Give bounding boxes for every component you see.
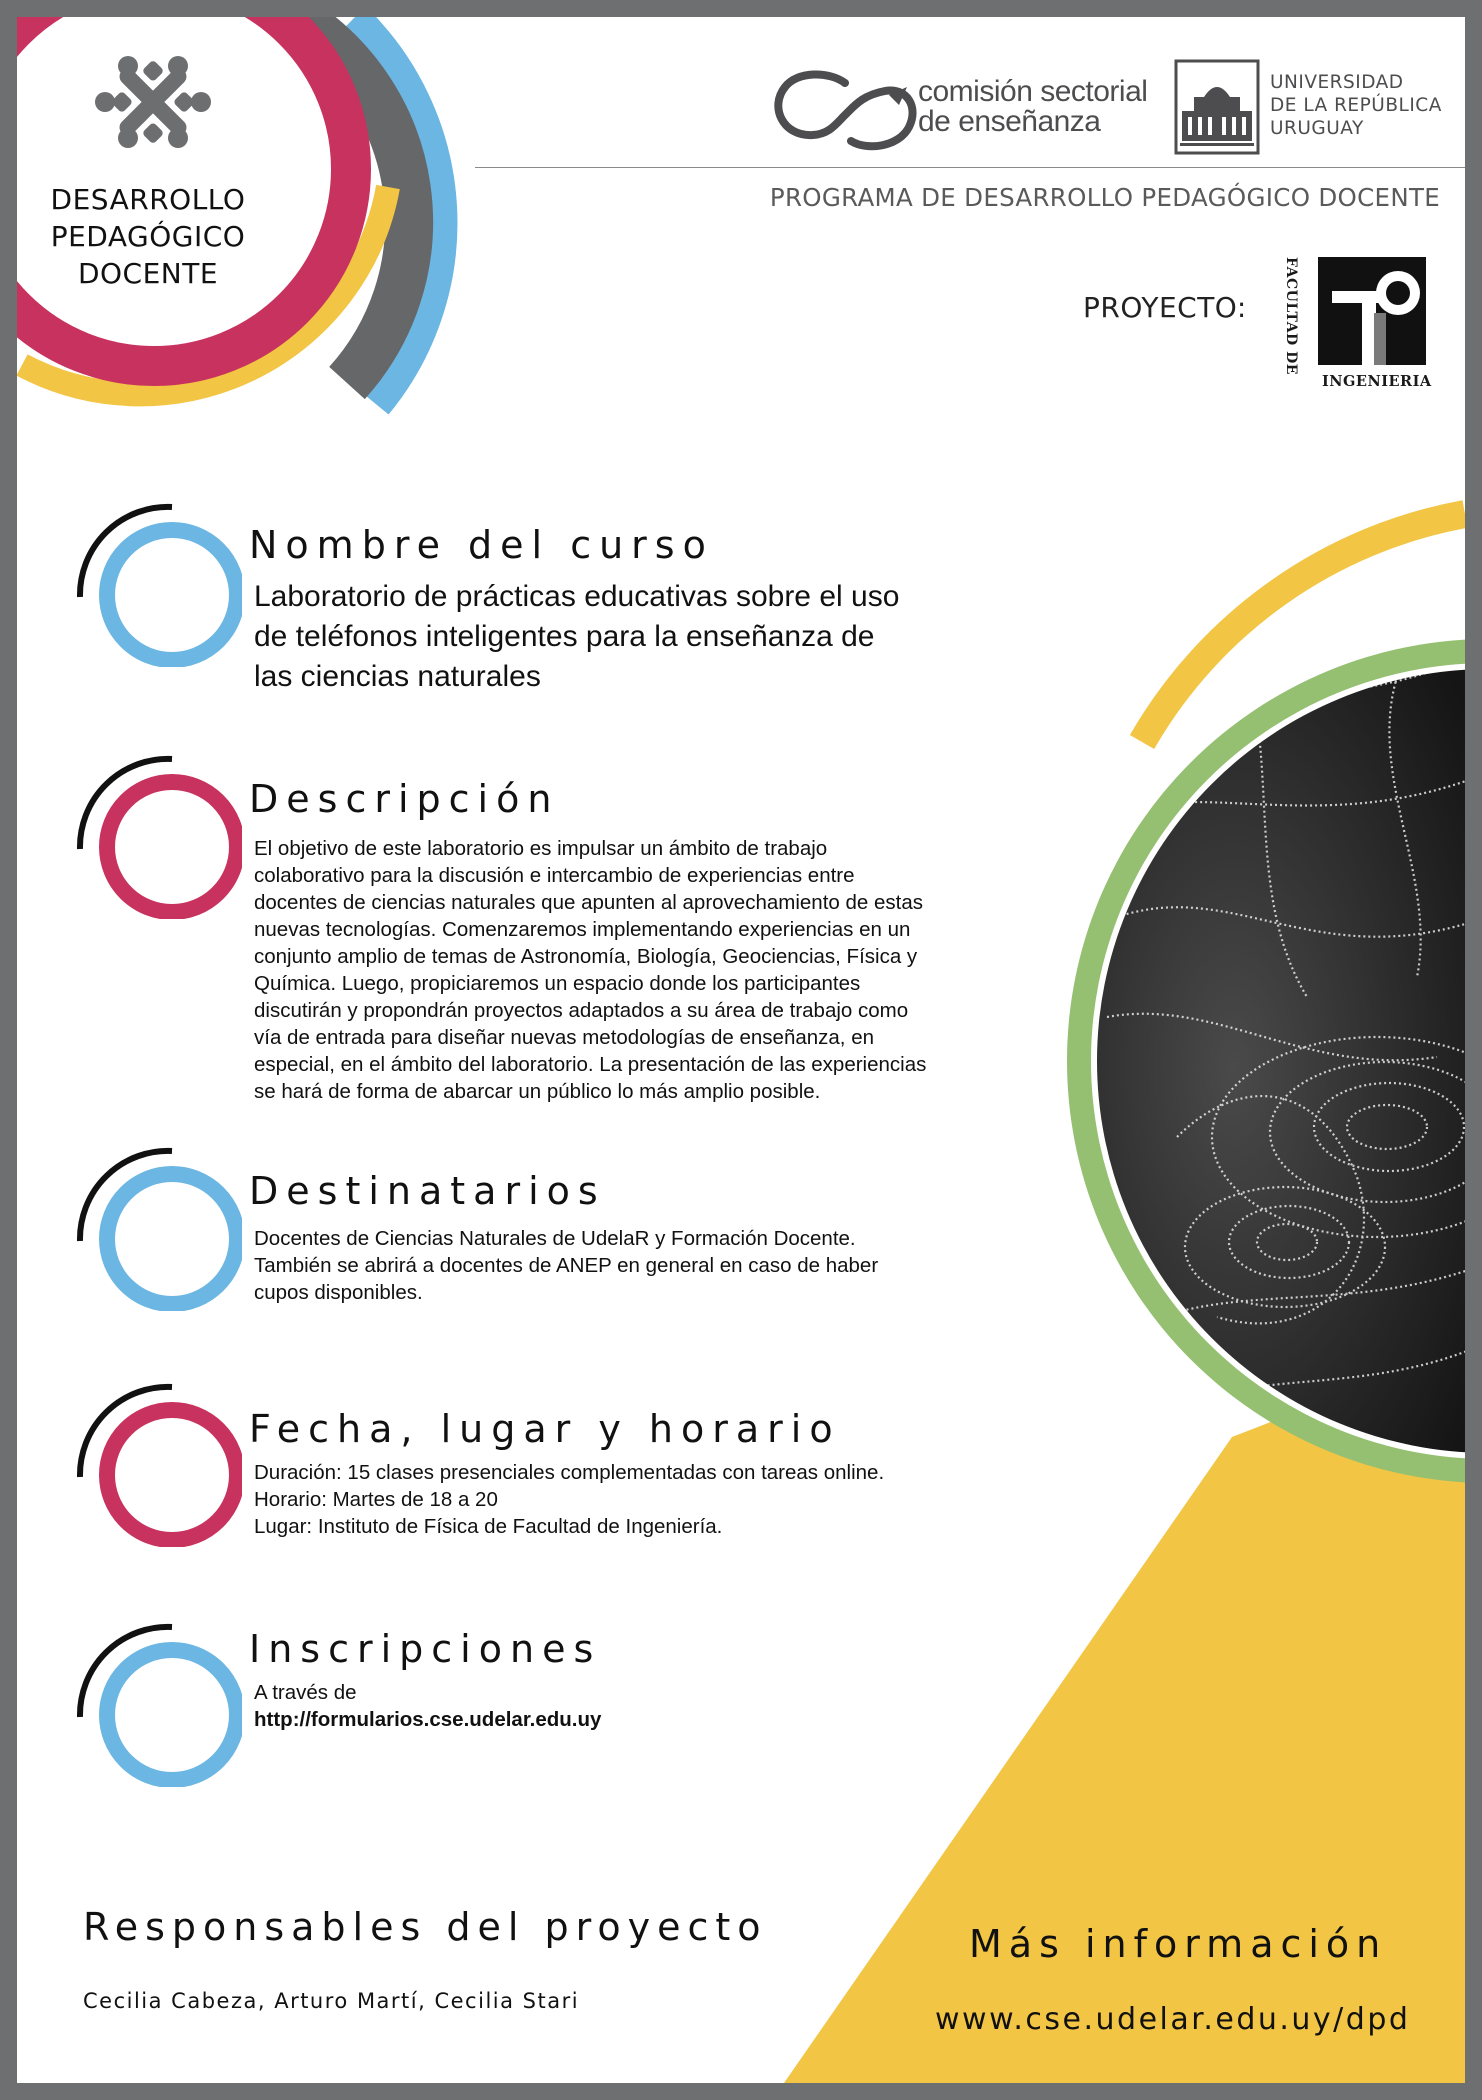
section-icon-magenta [62,739,242,919]
udelar-building-icon [1174,59,1260,155]
facultad-vertical-text: FACULTAD DE [1283,257,1299,375]
udelar-name: UNIVERSIDAD DE LA REPÚBLICA URUGUAY [1270,72,1442,139]
poster [17,17,1465,2083]
mas-info-title: Más información [969,1922,1388,1966]
section-title-inscripciones: Inscripciones [249,1627,602,1671]
inscripciones-link[interactable]: http://formularios.cse.udelar.edu.uy [254,1708,602,1731]
header-divider [475,167,1465,168]
section-icon-blue [62,1607,242,1787]
cse-logo-icon [767,65,927,165]
section-title-nombre: Nombre del curso [249,523,714,567]
section-title-destinatarios: Destinatarios [249,1169,606,1213]
section-body-inscripciones: A través de http://formularios.cse.udelar.edu.uy [254,1679,1014,1733]
section-icon-blue [62,1131,242,1311]
programa-title: PROGRAMA DE DESARROLLO PEDAGÓGICO DOCENTE [769,183,1440,212]
section-icon-magenta [62,1367,242,1547]
responsables-names: Cecilia Cabeza, Arturo Martí, Cecilia Stari [83,1989,580,2013]
section-body-fecha: Duración: 15 clases presenciales complementadas con tareas online. Horario: Martes de 18 a 20 Lugar: Instituto de Física de Facultad de Ingeniería. [254,1461,885,1538]
responsables-title: Responsables del proyecto [83,1905,768,1949]
section-body-nombre: Laboratorio de prácticas educativas sobre el uso de teléfonos inteligentes para la enseñanza de las ciencias naturales [254,580,900,693]
facultad-bottom-text: INGENIERIA [1322,373,1432,390]
facultad-ingenieria-logo [1275,255,1433,397]
section-body-descripcion: El objetivo de este laboratorio es impulsar un ámbito de trabajo colaborativo para la discusión e intercambio de experiencias entre docentes de ciencias naturales que apunten al aprovechamiento de estas nuevas tecnologías. Comenzaremos implementando experiencias en un conjunto amplio de temas de Astronomía, Biología, Geociencias, Física y Química. Luego, propiciaremos un espacio donde los participantes discutirán y propondrán proyectos adaptados a su área de trabajo como vía de entrada para diseñar nuevas metodologías de enseñanza, en especial, en el ámbito del laboratorio. La presentación de las experiencias se hará de forma de abarcar un público lo más amplio posible. [254,837,927,1103]
section-body-destinatarios: Docentes de Ciencias Naturales de UdelaR y Formación Docente. También se abrirá a docentes de ANEP en general en caso de haber cupos disponibles. [254,1227,879,1304]
proyecto-label: PROYECTO: [1083,291,1247,324]
mas-info-link[interactable]: www.cse.udelar.edu.uy/dpd [935,2002,1411,2037]
dpd-knot-logo-icon [95,56,211,148]
section-title-fecha: Fecha, lugar y horario [249,1407,841,1451]
section-icon-blue [62,487,242,667]
dpd-logo-title: DESARROLLO PEDAGÓGICO DOCENTE [50,183,246,290]
cse-name: comisión sectorial de enseñanza [918,75,1148,138]
particle-trajectories-photo [1087,657,1465,1477]
section-title-descripcion: Descripción [249,777,560,821]
